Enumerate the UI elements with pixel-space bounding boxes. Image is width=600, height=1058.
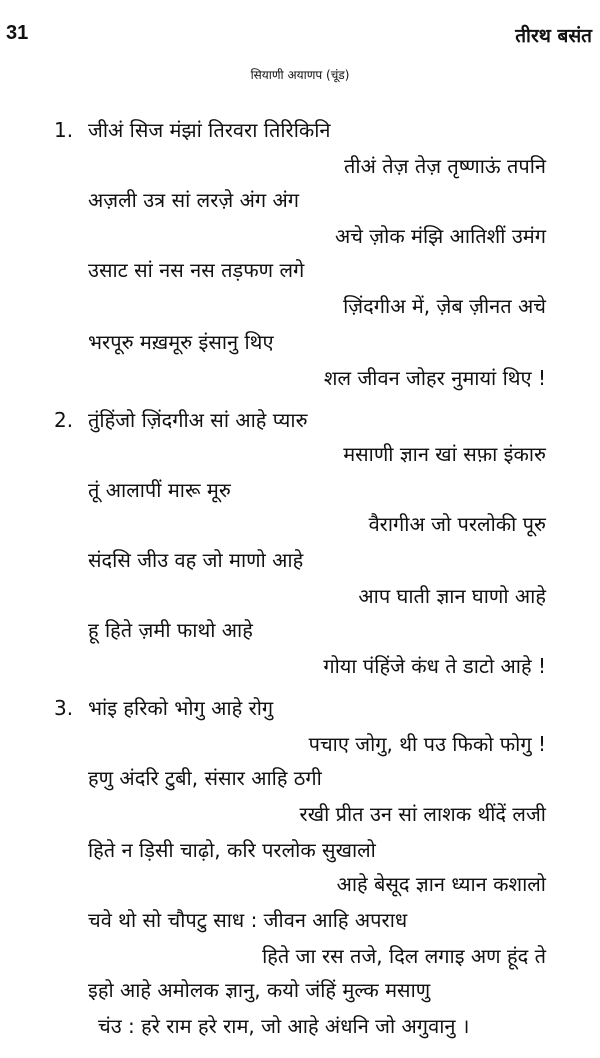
- verse-line: भांइ हरिको भोगु आहे रोगु: [88, 696, 274, 720]
- verse-line: पचाए जोगु, थी पउ फिको फोगु !: [308, 732, 546, 756]
- verse-line: चवे थो सो चौपटु साध : जीवन आहि अपराध: [88, 908, 408, 932]
- poem-title: सियाणी अयाणप (चूंड): [250, 68, 350, 82]
- verse-line: चंउ : हरे राम हरे राम, जो आहे अंधनि जो अगुवानु ।: [98, 1014, 470, 1038]
- verse-line: रखी प्रीत उन सां लाशक थींदें लजी: [299, 802, 546, 826]
- verse-line: संदसि जीउ वह जो माणो आहे: [88, 548, 304, 572]
- stanza-number: 1.: [54, 118, 74, 142]
- verse-line: अज़ली उत्र सां लरज़े अंग अंग: [88, 188, 300, 212]
- running-head: तीरथ बसंत: [515, 25, 592, 47]
- verse-line: अचे ज़ोक मंझि आतिशीं उमंग: [334, 224, 546, 248]
- verse-line: मसाणी ज्ञान खां सफ़ा इंकारु: [343, 442, 546, 466]
- verse-line: भरपूरु मख़मूरु इंसानु थिए: [88, 330, 274, 354]
- verse-line: तुंहिंजो ज़िंदगीअ सां आहे प्यारु: [88, 408, 308, 432]
- verse-line: ज़िंदगीअ में, ज़ेब ज़ीनत अचे: [343, 294, 546, 318]
- verse-line: शल जीवन जोहर नुमायां थिए !: [323, 366, 546, 390]
- verse-line: गोया पंहिंजे कंध ते डाटो आहे !: [323, 654, 546, 678]
- verse-line: हिते जा रस तजे, दिल लगाइ अण हूंद ते: [262, 944, 546, 968]
- verse-line: तूं आलापीं मारू मूरु: [88, 478, 231, 502]
- verse-line: आप घाती ज्ञान घाणो आहे: [358, 584, 546, 608]
- verse-line: उसाट सां नस नस तड़फण लगे: [88, 258, 305, 282]
- verse-line: हू हिते ज़मी फाथो आहे: [88, 618, 253, 642]
- verse-line: तीअं तेज़ तेज़ तृष्णाऊं तपनि: [344, 154, 546, 178]
- verse-line: वैरागीअ जो परलोकी पूरु: [368, 512, 546, 536]
- stanza-number: 3.: [54, 696, 74, 720]
- verse-line: इहो आहे अमोलक ज्ञानु, कयो जंहिं मुल्क मसाणु: [88, 978, 431, 1002]
- verse-line: हिते न ड़िसी चाढ़ो, करि परलोक सुखालो: [88, 838, 376, 862]
- verse-line: आहे बेसूद ज्ञान ध्यान कशालो: [336, 872, 546, 896]
- verse-line: जीअं सिज मंझां तिरवरा तिरिकिनि: [88, 118, 331, 142]
- page-number: 31: [6, 22, 29, 44]
- stanza-number: 2.: [54, 408, 74, 432]
- verse-line: हणु अंदरि टुबी, संसार आहि ठगी: [88, 766, 322, 790]
